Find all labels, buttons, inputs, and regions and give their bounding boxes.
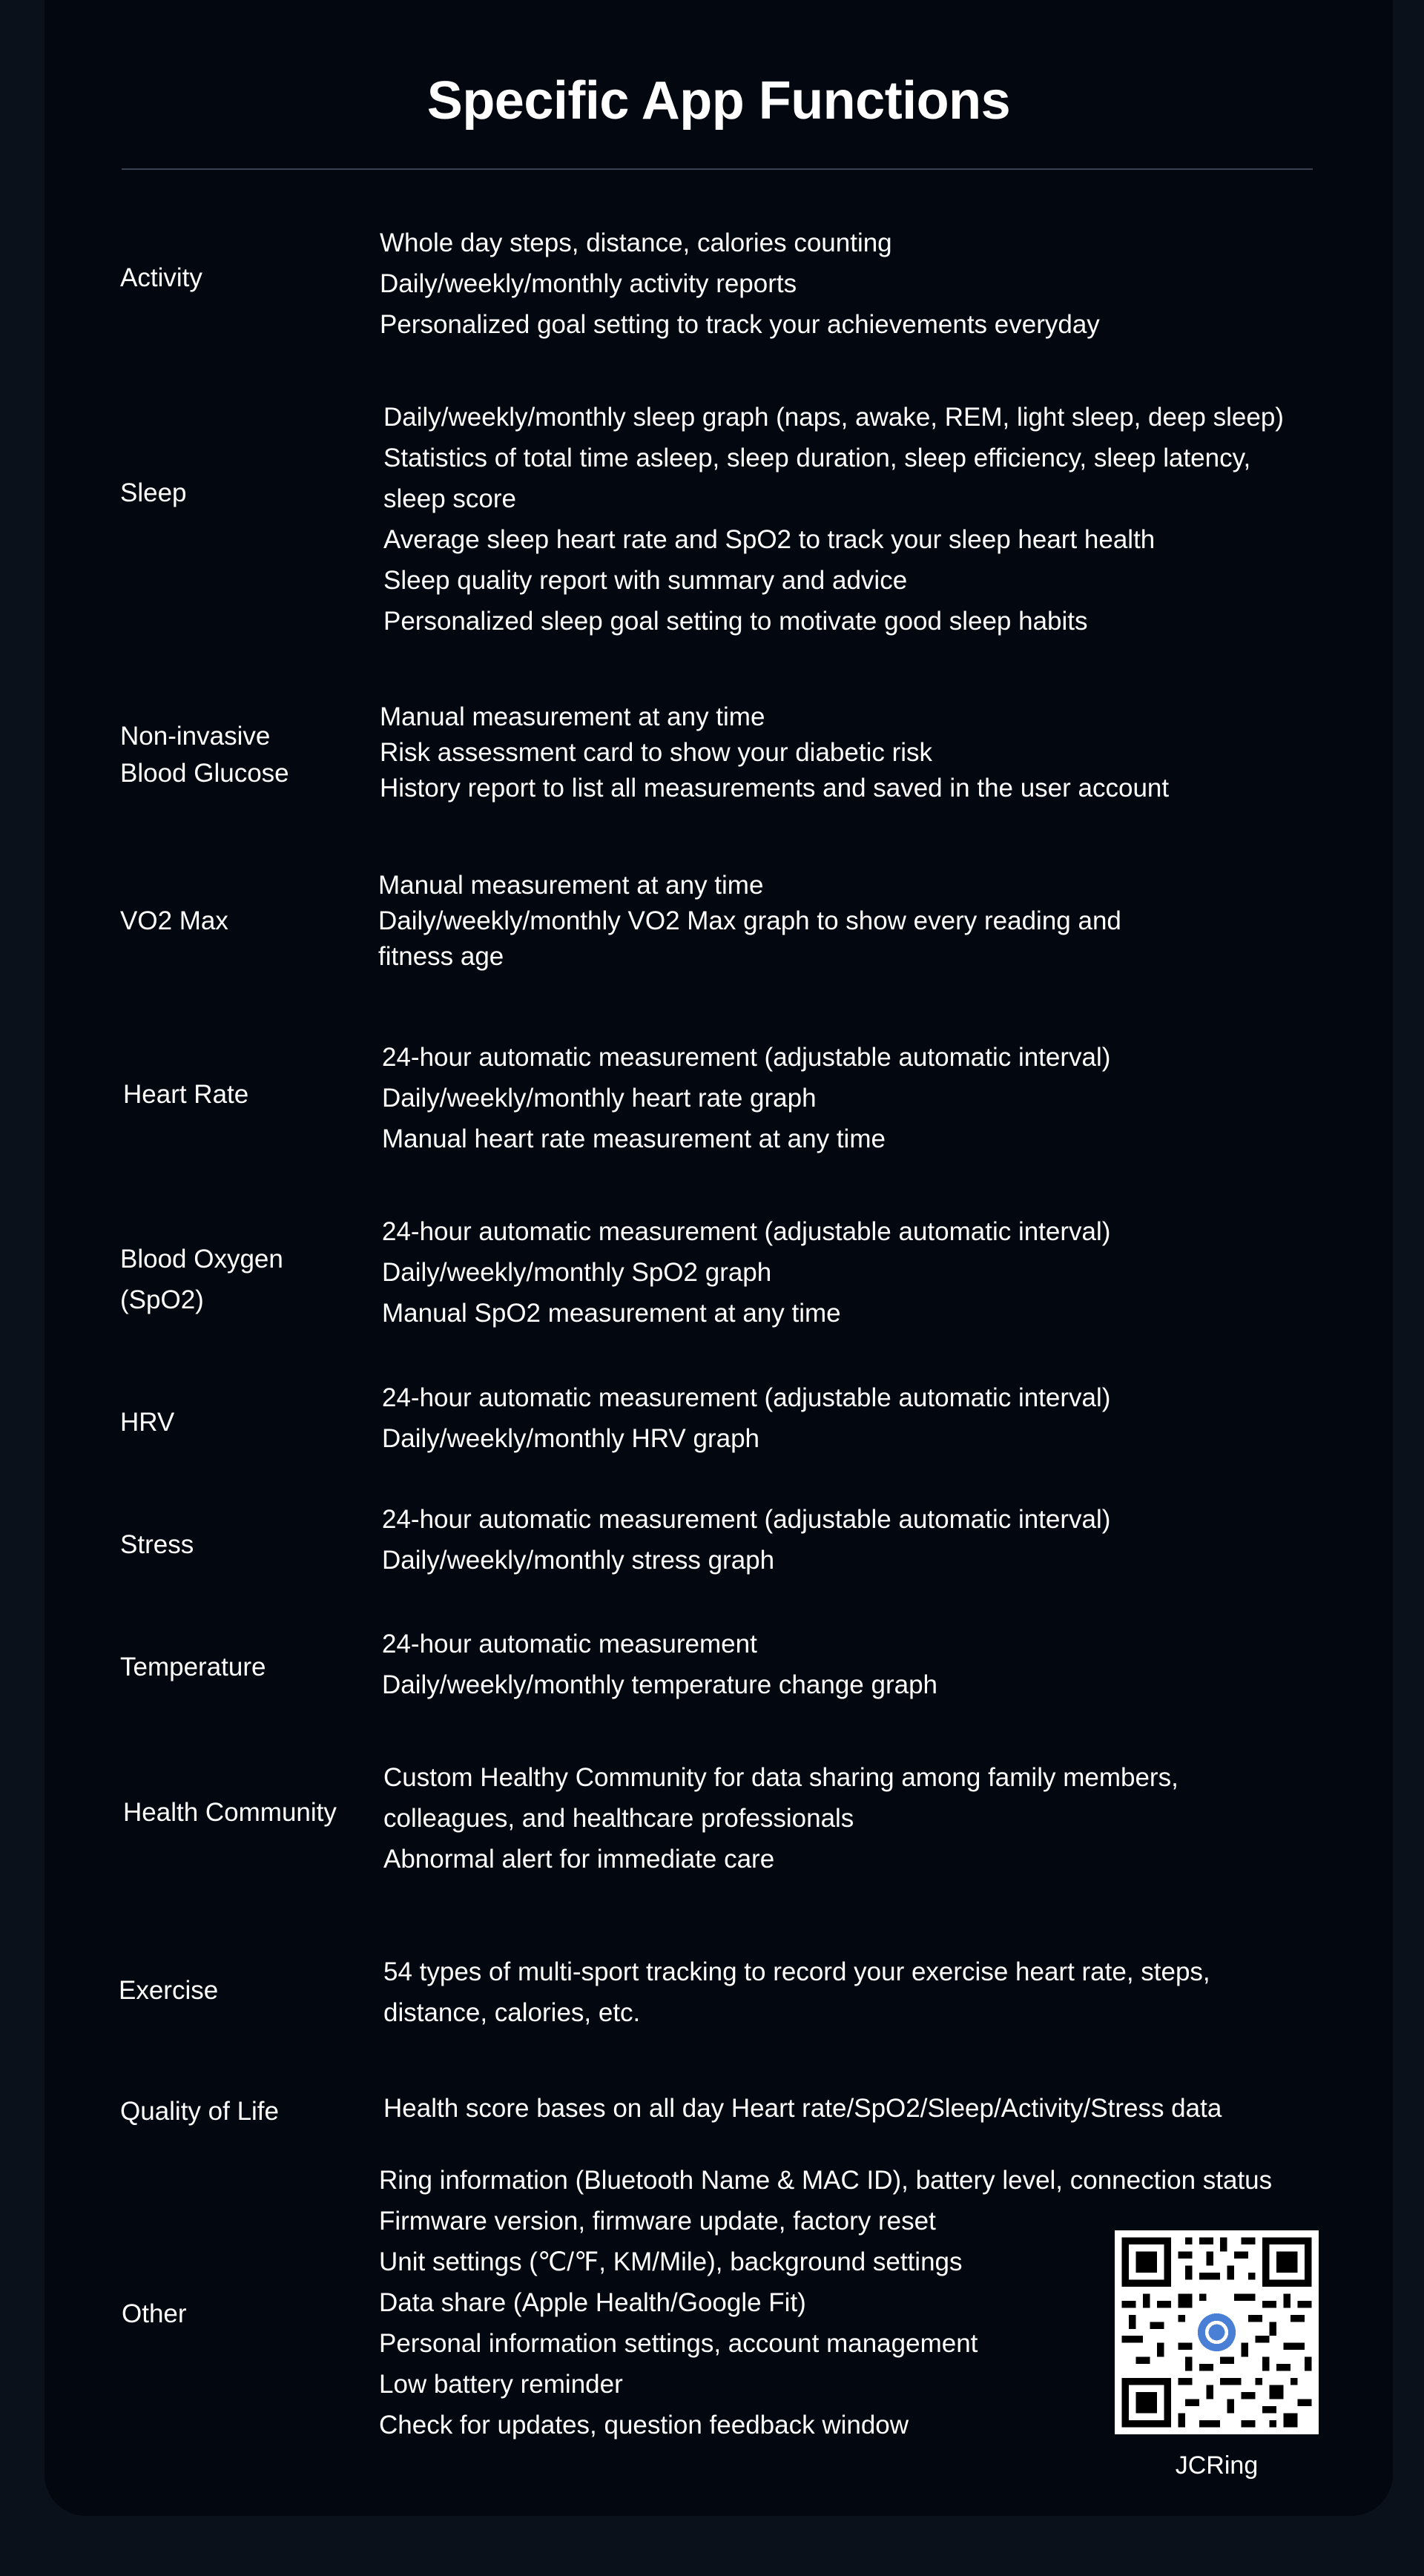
section-items-blood-oxygen [382,1211,1376,1334]
section-items-exercise [383,1951,1377,2033]
feature-item: 24-hour automatic measurement (adjustable automatic interval) [382,1043,1111,1072]
feature-item: 54 types of multi-sport tracking to record your exercise heart rate, steps, [383,1957,1210,1986]
feature-item: History report to list all measurements and saved in the user account [380,774,1170,803]
feature-item: Personalized sleep goal setting to motivate good sleep habits [383,607,1088,636]
feature-item: Low battery reminder [379,2370,623,2399]
feature-item: Daily/weekly/monthly SpO2 graph [382,1258,772,1287]
title-divider [122,168,1313,170]
feature-item: Daily/weekly/monthly heart rate graph [382,1084,817,1113]
section-label-hrv: HRV [120,1408,175,1437]
feature-item: Statistics of total time asleep, sleep duration, sleep efficiency, sleep latency, [383,444,1251,472]
section-items-health-community [383,1757,1377,1880]
feature-item: Daily/weekly/monthly VO2 Max graph to show every reading and [378,906,1121,935]
feature-item: distance, calories, etc. [383,1998,641,2027]
page-title: Specific App Functions [426,71,1011,131]
section-items-blood-glucose [380,699,1374,806]
feature-item: Custom Healthy Community for data sharing among family members, [383,1763,1179,1792]
feature-item: sleep score [383,484,516,513]
section-label-sleep: Sleep [120,478,187,507]
feature-item: 24-hour automatic measurement [382,1630,757,1658]
feature-item: Firmware version, firmware update, factory reset [379,2207,936,2236]
section-items-hrv [382,1377,1376,1459]
feature-item: 24-hour automatic measurement (adjustable automatic interval) [382,1383,1111,1412]
section-label-activity: Activity [120,263,202,292]
feature-item: Risk assessment card to show your diabetic risk [380,738,932,767]
section-items-stress [382,1499,1376,1581]
feature-item: Ring information (Bluetooth Name & MAC ID), battery level, connection status [379,2166,1273,2195]
feature-item: Check for updates, question feedback window [379,2411,909,2440]
section-items-activity [380,223,1374,345]
feature-item: Unit settings (℃/℉, KM/Mile), background settings [379,2247,963,2276]
section-items-heart-rate [382,1037,1376,1159]
feature-item: Health score bases on all day Heart rate/SpO2/Sleep/Activity/Stress data [383,2094,1222,2123]
feature-item: Manual measurement at any time [380,702,765,731]
feature-item: Manual measurement at any time [378,871,764,900]
section-label-quality-of-life: Quality of Life [120,2097,279,2126]
feature-item: 24-hour automatic measurement (adjustable automatic interval) [382,1505,1111,1534]
section-label-blood-oxygen: Blood Oxygen (SpO2) [120,1245,283,1314]
feature-item: Abnormal alert for immediate care [383,1845,775,1874]
feature-item: Sleep quality report with summary and advice [383,566,908,595]
section-items-sleep [383,397,1377,642]
feature-item: Manual heart rate measurement at any time [382,1124,886,1153]
feature-item: Daily/weekly/monthly stress graph [382,1546,775,1575]
qr-caption: JCRing [1175,2451,1259,2480]
section-label-heart-rate: Heart Rate [123,1080,249,1109]
section-label-vo2-max: VO2 Max [120,906,228,935]
section-label-exercise: Exercise [119,1976,219,2005]
feature-item: Personalized goal setting to track your achievements everyday [380,310,1100,339]
functions-card [44,0,1393,2516]
feature-item: Daily/weekly/monthly activity reports [380,269,797,298]
feature-item: Daily/weekly/monthly sleep graph (naps, awake, REM, light sleep, deep sleep) [383,403,1284,432]
feature-item: Whole day steps, distance, calories counting [380,228,892,257]
feature-item: Daily/weekly/monthly HRV graph [382,1424,760,1453]
feature-item: Daily/weekly/monthly temperature change graph [382,1670,937,1699]
feature-item: Manual SpO2 measurement at any time [382,1299,841,1328]
qr-code-icon [1115,2230,1319,2434]
feature-item: fitness age [378,942,504,971]
feature-item: Average sleep heart rate and SpO2 to track your sleep heart health [383,525,1156,554]
section-items-quality-of-life [383,2088,1377,2129]
feature-item: Personal information settings, account management [379,2329,978,2358]
section-label-health-community: Health Community [123,1798,337,1827]
feature-item: Data share (Apple Health/Google Fit) [379,2288,806,2317]
feature-item: 24-hour automatic measurement (adjustable automatic interval) [382,1217,1111,1246]
section-label-stress: Stress [120,1530,194,1559]
feature-item: colleagues, and healthcare professionals [383,1804,854,1833]
section-label-blood-glucose: Non-invasive Blood Glucose [120,722,289,788]
section-items-vo2-max [378,868,1372,975]
section-items-temperature [382,1624,1376,1705]
section-label-temperature: Temperature [120,1653,266,1681]
section-label-other: Other [122,2299,187,2328]
